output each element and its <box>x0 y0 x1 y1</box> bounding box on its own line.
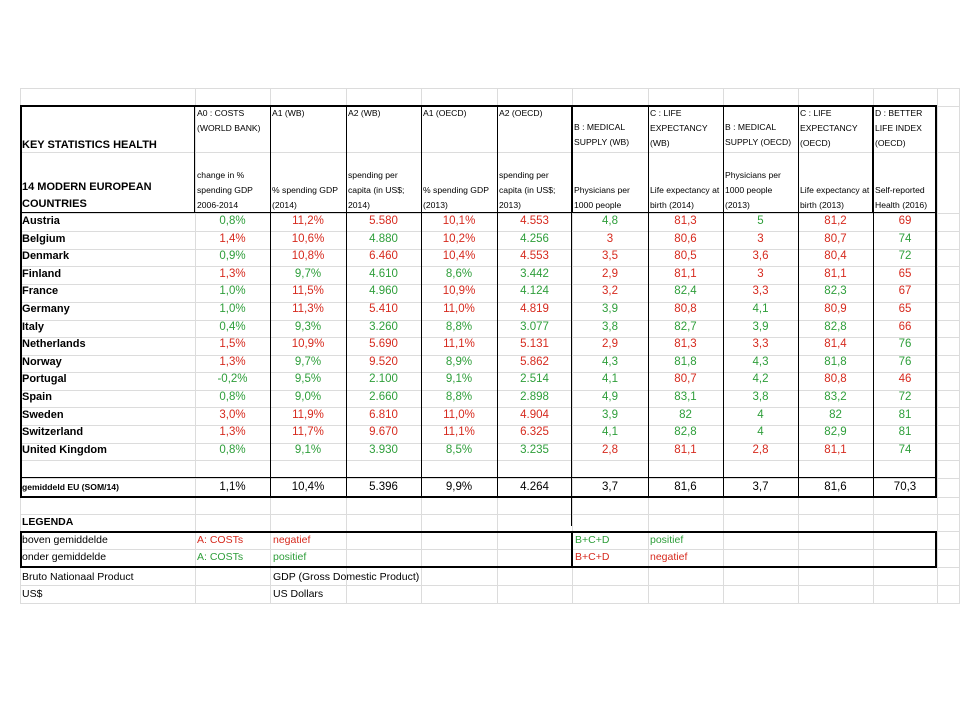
data-cell: 11,5% <box>292 285 324 298</box>
data-cell: 3.442 <box>520 267 549 280</box>
data-cell: 6.810 <box>369 408 398 421</box>
column-subheader-3 <box>346 152 421 213</box>
column-subheader-7 <box>648 152 723 213</box>
column-header-7: C : LIFE EXPECTANCY (WB) <box>650 108 708 148</box>
border-column <box>723 105 724 498</box>
legend-title: LEGENDA <box>22 516 74 528</box>
data-cell: 4 <box>757 426 764 439</box>
border-column <box>346 105 347 498</box>
data-cell: 11,0% <box>443 303 475 315</box>
data-cell: 4.256 <box>520 232 549 245</box>
data-cell: 5.410 <box>369 303 398 315</box>
border-top <box>20 105 937 107</box>
data-cell: 10,6% <box>291 232 325 245</box>
average-cell: 5.396 <box>369 481 398 493</box>
data-cell: 69 <box>898 215 912 227</box>
data-cell: 65 <box>898 303 912 315</box>
data-cell: 9,1% <box>294 443 322 456</box>
column-header-2: A1 (WB) <box>272 108 305 118</box>
gridline-horizontal <box>20 88 960 89</box>
data-cell: 3,8 <box>752 391 769 403</box>
data-cell: 8,8% <box>445 320 473 333</box>
data-cell: 3,9 <box>602 408 618 421</box>
sheet-title: KEY STATISTICS HEALTH <box>22 139 157 151</box>
data-cell: 11,1% <box>443 426 475 439</box>
column-header-3: A2 (WB) <box>348 108 381 118</box>
data-cell: 11,9% <box>292 408 324 421</box>
column-subheader-9 <box>798 152 873 213</box>
data-cell: 3.235 <box>520 443 549 456</box>
data-cell: 3,3 <box>752 285 769 298</box>
legend-positief-costs: positief <box>273 551 307 563</box>
column-subheader-text: spending per capita (in US$; 2014) <box>348 170 405 210</box>
data-cell: 4 <box>757 408 764 421</box>
data-cell: 1,3% <box>219 355 246 368</box>
legend-border-bottom <box>20 566 937 568</box>
data-cell: 4,1 <box>752 303 769 315</box>
border-column <box>648 105 649 498</box>
legend-below-label: onder gemiddelde <box>22 551 107 563</box>
data-cell: 11,3% <box>292 303 324 315</box>
data-cell: 5.131 <box>520 338 549 351</box>
data-cell: 81,1 <box>824 267 847 280</box>
country-name: Portugal <box>22 373 67 386</box>
data-cell: 81,3 <box>674 338 697 351</box>
data-cell: 2.514 <box>520 373 549 386</box>
data-cell: 4.904 <box>520 408 549 421</box>
data-cell: 10,9% <box>291 338 325 351</box>
data-cell: 82,8 <box>824 320 847 333</box>
legend-border-mid <box>571 531 573 568</box>
country-name: Sweden <box>22 408 64 421</box>
data-cell: 4,3 <box>602 355 618 368</box>
data-cell: 0,9% <box>219 250 246 263</box>
data-cell: 4,9 <box>602 391 618 403</box>
data-cell: 4.819 <box>520 303 549 315</box>
column-subheader-5 <box>497 152 572 213</box>
country-name: Switzerland <box>22 426 84 439</box>
average-cell: 3,7 <box>752 481 769 493</box>
average-cell: 81,6 <box>824 481 847 493</box>
data-cell: 3 <box>757 267 764 280</box>
data-cell: 81,4 <box>824 338 847 351</box>
data-cell: 3.260 <box>369 320 398 333</box>
data-cell: 82,4 <box>674 285 697 298</box>
data-cell: 80,4 <box>824 250 847 263</box>
data-cell: 10,8% <box>291 250 325 263</box>
data-cell: 4.880 <box>369 232 398 245</box>
gridline-horizontal <box>20 603 960 604</box>
data-cell: 82,3 <box>824 285 847 298</box>
average-cell: 70,3 <box>893 481 917 493</box>
column-subheader-2 <box>270 152 346 213</box>
country-name: Norway <box>22 355 62 368</box>
country-name: Spain <box>22 391 52 403</box>
legend-a-costs-above: A: COSTs <box>197 534 244 546</box>
column-subheader-text: spending per capita (in US$; 2013) <box>499 170 556 210</box>
data-cell: 3,9 <box>752 320 769 333</box>
data-cell: 3,0% <box>219 408 246 421</box>
column-subheader-text: % spending GDP (2013) <box>423 185 489 210</box>
data-cell: 10,4% <box>442 250 476 263</box>
data-cell: 72 <box>898 250 912 263</box>
column-subheader-text: Self-reported Health (2016) <box>875 185 928 210</box>
data-cell: 4,1 <box>602 373 618 386</box>
country-name: Germany <box>22 303 70 315</box>
column-subheader-8 <box>723 152 798 213</box>
country-name: Belgium <box>22 232 66 245</box>
data-cell: 2.898 <box>520 391 549 403</box>
data-cell: 80,8 <box>824 373 847 386</box>
data-cell: 9.670 <box>369 426 398 439</box>
legend-a-costs-below: A: COSTs <box>197 551 244 563</box>
sheet-subtitle: 14 MODERN EUROPEAN COUNTRIES <box>22 181 152 210</box>
data-cell: 3 <box>757 232 764 245</box>
legend-bcd-below: B+C+D <box>575 551 610 563</box>
data-cell: 5.862 <box>520 355 549 368</box>
average-cell: 4.264 <box>520 481 549 493</box>
data-cell: 11,0% <box>443 408 475 421</box>
data-cell: 80,8 <box>674 303 697 315</box>
data-cell: 3,6 <box>752 250 769 263</box>
average-label: gemiddeld EU (SOM/14) <box>22 482 119 492</box>
data-cell: 11,1% <box>443 338 475 351</box>
data-cell: 3 <box>606 232 614 245</box>
data-cell: 3.930 <box>369 443 398 456</box>
country-name: Netherlands <box>22 338 86 351</box>
data-cell: 8,6% <box>445 267 473 280</box>
data-cell: 4,2 <box>752 373 769 386</box>
column-subheader-text: Life expectancy at birth (2014) <box>650 185 720 210</box>
data-cell: 0,4% <box>219 320 246 333</box>
legend-bcd-above: B+C+D <box>575 534 610 546</box>
data-cell: 8,5% <box>445 443 473 456</box>
data-cell: 82 <box>679 408 692 421</box>
data-cell: -0,2% <box>217 373 248 386</box>
data-cell: 81,2 <box>824 215 847 227</box>
country-name: Austria <box>22 215 60 227</box>
data-cell: 81,8 <box>674 355 697 368</box>
data-cell: 3,8 <box>602 320 618 333</box>
data-cell: 1,3% <box>219 267 246 280</box>
data-cell: 2.660 <box>369 391 398 403</box>
data-cell: 80,7 <box>824 232 847 245</box>
border-bottom <box>20 496 937 498</box>
border-right <box>935 105 937 498</box>
border-column <box>421 105 422 498</box>
column-subheader-1 <box>195 152 270 213</box>
data-cell: 81,1 <box>674 443 697 456</box>
data-cell: 4.610 <box>369 267 398 280</box>
data-cell: 2,9 <box>602 338 618 351</box>
data-cell: 0,8% <box>219 391 246 403</box>
data-cell: 0,8% <box>219 215 246 227</box>
legend-gnp-label: Bruto Nationaal Product <box>22 571 134 583</box>
column-header-5: A2 (OECD) <box>499 108 543 118</box>
border-header-bottom <box>20 212 937 213</box>
data-cell: 8,9% <box>445 355 473 368</box>
legend-border-top <box>20 531 937 533</box>
column-subheader-text: change in % spending GDP 2006-2014 <box>197 170 253 210</box>
border-column <box>798 105 799 498</box>
data-cell: 10,9% <box>442 285 476 298</box>
data-cell: 4,3 <box>752 355 769 368</box>
data-cell: 81,1 <box>824 443 847 456</box>
border-section <box>194 105 195 213</box>
data-cell: 3,5 <box>602 250 618 263</box>
border-average-top <box>20 477 937 478</box>
gridline-horizontal <box>20 478 960 479</box>
legend-negatief-costs: negatief <box>273 534 311 546</box>
data-cell: 3,3 <box>752 338 769 351</box>
legend-positief-bcd: positief <box>650 534 684 546</box>
border-section <box>571 105 573 213</box>
data-cell: 81 <box>898 408 912 421</box>
data-cell: 83,1 <box>674 391 697 403</box>
data-cell: 1,0% <box>219 285 246 298</box>
data-cell: 66 <box>898 320 912 333</box>
data-cell: 82 <box>829 408 842 421</box>
country-name: Denmark <box>22 250 70 263</box>
data-cell: 81,8 <box>824 355 847 368</box>
data-cell: 9,0% <box>294 391 322 403</box>
data-cell: 72 <box>898 391 912 403</box>
data-cell: 10,2% <box>442 232 476 245</box>
legend-usd-label: US$ <box>22 588 43 600</box>
column-header-4: A1 (OECD) <box>423 108 467 118</box>
data-cell: 82,7 <box>674 320 697 333</box>
data-cell: 67 <box>898 285 912 298</box>
data-cell: 3,9 <box>602 303 618 315</box>
gridline-horizontal <box>20 585 960 586</box>
data-cell: 80,9 <box>824 303 847 315</box>
data-cell: 11,2% <box>292 215 324 227</box>
data-cell: 10,1% <box>442 215 476 227</box>
data-cell: 9.520 <box>369 355 398 368</box>
column-subheader-4 <box>421 152 497 213</box>
data-cell: 82,9 <box>824 426 847 439</box>
data-cell: 6.325 <box>520 426 549 439</box>
data-cell: 9,7% <box>294 267 322 280</box>
data-cell: 2,8 <box>752 443 769 456</box>
data-cell: 6.460 <box>369 250 398 263</box>
column-header-1: A0 : COSTS (WORLD BANK) <box>197 108 261 133</box>
country-name: United Kingdom <box>22 443 107 456</box>
data-cell: 3.077 <box>520 320 549 333</box>
column-header-10: D : BETTER LIFE INDEX (OECD) <box>875 108 923 148</box>
gridline-vertical <box>937 88 938 603</box>
column-subheader-text: Life expectancy at birth (2013) <box>800 185 870 210</box>
data-cell: 2,9 <box>602 267 618 280</box>
data-cell: 80,6 <box>674 232 697 245</box>
data-cell: 9,3% <box>294 320 322 333</box>
data-cell: 4.553 <box>520 250 549 263</box>
data-cell: 4.960 <box>369 285 398 298</box>
data-cell: 65 <box>898 267 912 280</box>
legend-gnp-value: GDP (Gross Domestic Product) <box>273 571 420 583</box>
column-header-9: C : LIFE EXPECTANCY (OECD) <box>800 108 858 148</box>
data-cell: 83,2 <box>824 391 847 403</box>
data-cell: 80,5 <box>674 250 697 263</box>
average-cell: 1,1% <box>219 481 246 493</box>
data-cell: 76 <box>898 338 912 351</box>
column-subheader-text: % spending GDP (2014) <box>272 185 338 210</box>
data-cell: 1,3% <box>219 426 246 439</box>
border-column <box>497 105 498 498</box>
data-cell: 81,3 <box>674 215 697 227</box>
data-cell: 4,8 <box>602 215 618 227</box>
average-cell: 81,6 <box>674 481 697 493</box>
column-subheader-text: Physicians per 1000 people <box>574 185 630 210</box>
column-header-8: B : MEDICAL SUPPLY (OECD) <box>725 122 792 147</box>
country-name: Finland <box>22 267 62 280</box>
data-cell: 4.124 <box>520 285 549 298</box>
data-cell: 82,8 <box>674 426 697 439</box>
data-cell: 1,0% <box>219 303 246 315</box>
border-column <box>270 105 271 498</box>
data-cell: 2,8 <box>602 443 618 456</box>
data-cell: 74 <box>898 232 912 245</box>
data-cell: 81,1 <box>674 267 697 280</box>
data-cell: 5.580 <box>369 215 398 227</box>
data-cell: 1,4% <box>219 232 246 245</box>
data-cell: 3,2 <box>602 285 618 298</box>
border-column <box>873 105 874 498</box>
legend-border-right <box>935 531 937 568</box>
legend-above-label: boven gemiddelde <box>22 534 108 546</box>
legend-usd-value: US Dollars <box>273 588 324 600</box>
data-cell: 9,1% <box>445 373 473 386</box>
data-cell: 76 <box>898 355 912 368</box>
data-cell: 11,7% <box>292 426 324 439</box>
data-cell: 5.690 <box>369 338 398 351</box>
data-cell: 80,7 <box>674 373 697 386</box>
data-cell: 2.100 <box>369 373 398 386</box>
data-cell: 4.553 <box>520 215 549 227</box>
column-subheader-6 <box>572 152 648 213</box>
legend-negatief-bcd: negatief <box>650 551 688 563</box>
gridline-horizontal <box>20 460 960 461</box>
data-cell: 4,1 <box>602 426 618 439</box>
column-subheader-text: Physicians per 1000 people (2013) <box>725 170 781 210</box>
data-cell: 46 <box>898 373 912 386</box>
column-subheader-10 <box>873 152 937 213</box>
data-cell: 74 <box>898 443 912 456</box>
border-left <box>20 105 22 498</box>
average-cell: 3,7 <box>602 481 618 493</box>
data-cell: 0,8% <box>219 443 246 456</box>
data-cell: 9,7% <box>294 355 322 368</box>
data-cell: 8,8% <box>445 391 473 403</box>
country-name: France <box>22 285 59 298</box>
data-cell: 5 <box>757 215 764 227</box>
country-name: Italy <box>22 320 45 333</box>
legend-border-left <box>20 531 22 568</box>
data-cell: 81 <box>898 426 912 439</box>
column-header-6: B : MEDICAL SUPPLY (WB) <box>574 122 630 147</box>
data-cell: 9,5% <box>294 373 322 386</box>
average-cell: 10,4% <box>291 481 325 493</box>
data-cell: 1,5% <box>219 338 246 351</box>
average-cell: 9,9% <box>445 481 473 493</box>
